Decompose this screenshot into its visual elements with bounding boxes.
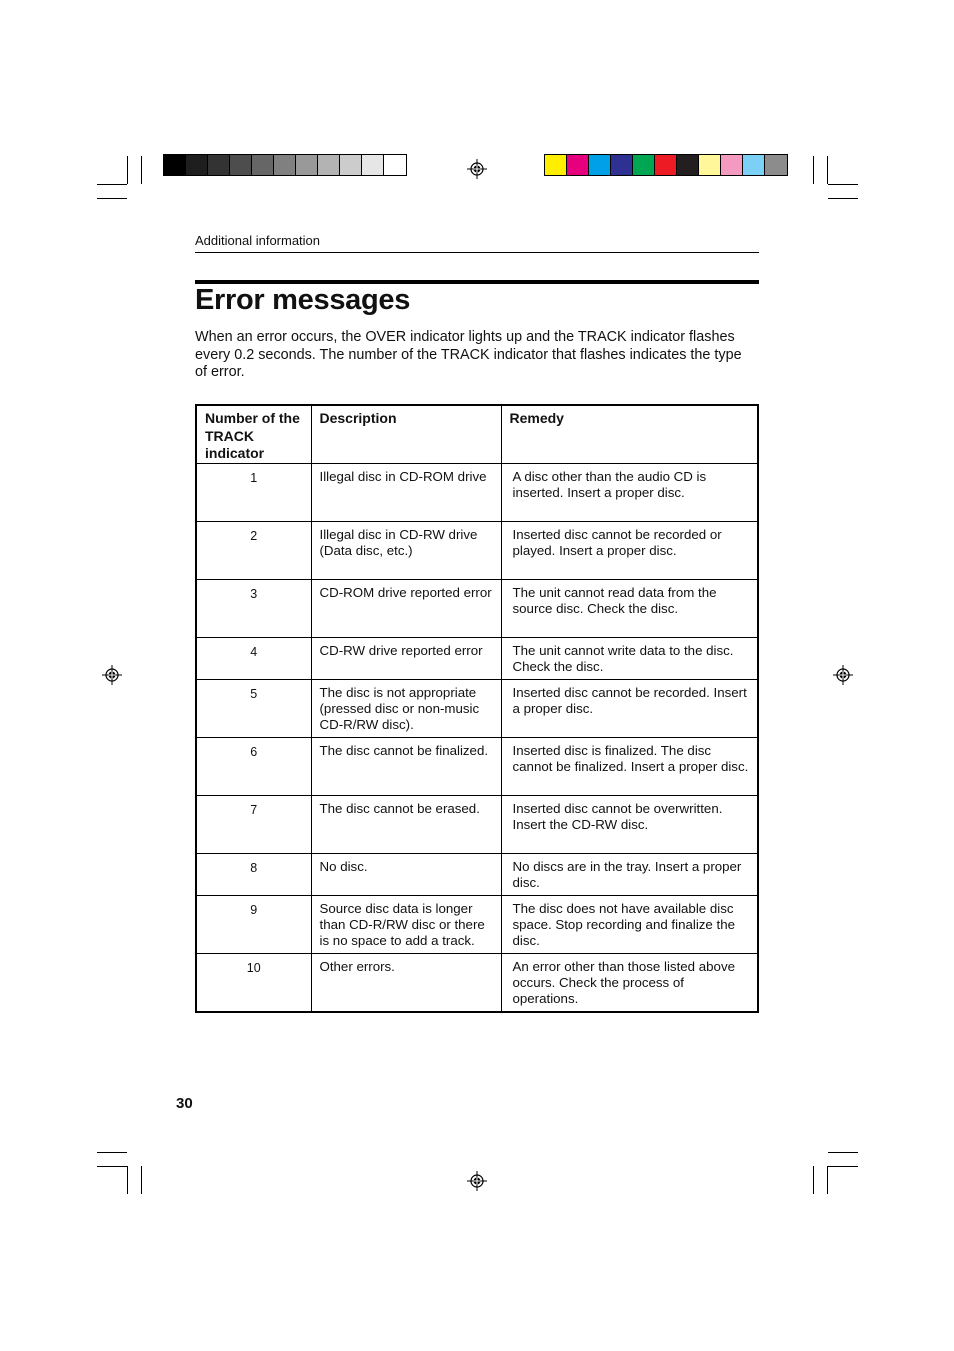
description-cell: CD-RW drive reported error bbox=[311, 637, 501, 679]
track-number-cell: 4 bbox=[196, 637, 311, 679]
calibration-swatch bbox=[589, 155, 611, 175]
calibration-swatch bbox=[252, 155, 274, 175]
registration-crosshair-icon bbox=[102, 665, 122, 685]
calibration-swatch bbox=[611, 155, 633, 175]
crop-mark bbox=[97, 1166, 127, 1167]
crop-mark bbox=[828, 1152, 858, 1153]
calibration-swatch bbox=[677, 155, 699, 175]
registration-crosshair-icon bbox=[833, 665, 853, 685]
remedy-cell: The unit cannot write data to the disc. Check the disc. bbox=[501, 637, 758, 679]
page-number: 30 bbox=[176, 1095, 193, 1112]
remedy-cell: Inserted disc is finalized. The disc cannot be finalized. Insert a proper disc. bbox=[501, 737, 758, 795]
description-cell: Other errors. bbox=[311, 953, 501, 1012]
page-title: Error messages bbox=[195, 284, 411, 316]
track-number-cell: 9 bbox=[196, 895, 311, 953]
crop-mark bbox=[827, 1166, 828, 1194]
remedy-cell: The disc does not have available disc space. Stop recording and finalize the disc. bbox=[501, 895, 758, 953]
calibration-swatch bbox=[699, 155, 721, 175]
remedy-cell: Inserted disc cannot be recorded. Insert a proper disc. bbox=[501, 679, 758, 737]
calibration-swatch bbox=[655, 155, 677, 175]
table-row bbox=[196, 795, 758, 853]
description-cell: No disc. bbox=[311, 853, 501, 895]
calibration-swatch bbox=[186, 155, 208, 175]
table-row bbox=[196, 895, 758, 953]
table-row bbox=[196, 679, 758, 737]
track-number-cell: 3 bbox=[196, 579, 311, 637]
remedy-cell: Inserted disc cannot be overwritten. Insert the CD-RW disc. bbox=[501, 795, 758, 853]
column-header-number: Number of the TRACK indicator bbox=[196, 405, 311, 463]
track-number-cell: 1 bbox=[196, 463, 311, 521]
grayscale-calibration-strip bbox=[163, 154, 407, 176]
track-number-cell: 2 bbox=[196, 521, 311, 579]
calibration-swatch bbox=[208, 155, 230, 175]
calibration-swatch bbox=[765, 155, 787, 175]
table-row bbox=[196, 521, 758, 579]
table-row bbox=[196, 737, 758, 795]
track-number-cell: 8 bbox=[196, 853, 311, 895]
crop-mark bbox=[827, 156, 828, 184]
calibration-swatch bbox=[230, 155, 252, 175]
description-cell: The disc cannot be erased. bbox=[311, 795, 501, 853]
calibration-swatch bbox=[545, 155, 567, 175]
remedy-cell: A disc other than the audio CD is inserted. Insert a proper disc. bbox=[501, 463, 758, 521]
track-number-cell: 5 bbox=[196, 679, 311, 737]
calibration-swatch bbox=[567, 155, 589, 175]
track-number-cell: 7 bbox=[196, 795, 311, 853]
crop-mark bbox=[828, 184, 858, 185]
table-header-row bbox=[196, 405, 758, 463]
track-number-cell: 6 bbox=[196, 737, 311, 795]
calibration-swatch bbox=[274, 155, 296, 175]
crop-mark bbox=[97, 198, 127, 199]
table-row bbox=[196, 953, 758, 1012]
error-messages-table bbox=[195, 404, 759, 1013]
description-cell: Illegal disc in CD-RW drive (Data disc, etc.) bbox=[311, 521, 501, 579]
crop-mark bbox=[97, 184, 127, 185]
header-divider bbox=[195, 252, 759, 253]
description-cell: The disc cannot be finalized. bbox=[311, 737, 501, 795]
calibration-swatch bbox=[362, 155, 384, 175]
remedy-cell: No discs are in the tray. Insert a proper disc. bbox=[501, 853, 758, 895]
calibration-swatch bbox=[164, 155, 186, 175]
remedy-cell: An error other than those listed above occurs. Check the process of operations. bbox=[501, 953, 758, 1012]
remedy-cell: The unit cannot read data from the source disc. Check the disc. bbox=[501, 579, 758, 637]
crop-mark bbox=[141, 1166, 142, 1194]
calibration-swatch bbox=[340, 155, 362, 175]
crop-mark bbox=[813, 156, 814, 184]
remedy-cell: Inserted disc cannot be recorded or played. Insert a proper disc. bbox=[501, 521, 758, 579]
crop-mark bbox=[127, 156, 128, 184]
description-cell: The disc is not appropriate (pressed disc or non-music CD-R/RW disc). bbox=[311, 679, 501, 737]
registration-crosshair-icon bbox=[467, 1171, 487, 1191]
crop-mark bbox=[813, 1166, 814, 1194]
calibration-swatch bbox=[384, 155, 406, 175]
track-number-cell: 10 bbox=[196, 953, 311, 1012]
description-cell: Source disc data is longer than CD-R/RW disc or there is no space to add a track. bbox=[311, 895, 501, 953]
crop-mark bbox=[127, 1166, 128, 1194]
calibration-swatch bbox=[633, 155, 655, 175]
description-cell: CD-ROM drive reported error bbox=[311, 579, 501, 637]
calibration-swatch bbox=[296, 155, 318, 175]
description-cell: Illegal disc in CD-ROM drive bbox=[311, 463, 501, 521]
table-row bbox=[196, 463, 758, 521]
color-calibration-strip bbox=[544, 154, 788, 176]
section-label: Additional information bbox=[195, 233, 321, 248]
column-header-remedy: Remedy bbox=[501, 405, 758, 463]
calibration-swatch bbox=[318, 155, 340, 175]
crop-mark bbox=[828, 198, 858, 199]
crop-mark bbox=[828, 1166, 858, 1167]
table-row bbox=[196, 637, 758, 679]
column-header-description: Description bbox=[311, 405, 501, 463]
intro-paragraph: When an error occurs, the OVER indicator lights up and the TRACK indicator flashes every 0.2 seconds. The number of the TRACK indicator that flashes indicates the type of error. bbox=[195, 329, 742, 381]
crop-mark bbox=[141, 156, 142, 184]
table-row bbox=[196, 853, 758, 895]
calibration-swatch bbox=[743, 155, 765, 175]
crop-mark bbox=[97, 1152, 127, 1153]
registration-crosshair-icon bbox=[467, 159, 487, 179]
table-row bbox=[196, 579, 758, 637]
calibration-swatch bbox=[721, 155, 743, 175]
